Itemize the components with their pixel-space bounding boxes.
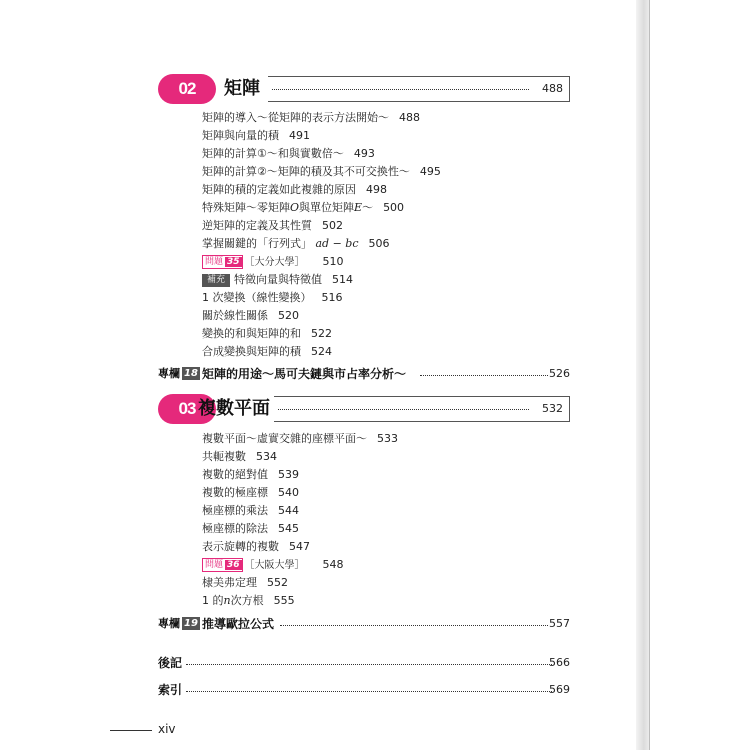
entry-page: 506 [368, 237, 390, 250]
toc-entry[interactable] [202, 309, 299, 323]
entry-title-part: 與單位矩陣 [299, 201, 355, 214]
toc-entry[interactable] [202, 594, 295, 608]
entry-title: 矩陣的積的定義如此複雜的原因 [202, 183, 356, 196]
entry-page: 548 [322, 558, 344, 571]
entry-page: 539 [278, 468, 299, 481]
back-matter-title: 後記 [158, 656, 183, 670]
column-entry[interactable] [158, 366, 570, 382]
variable-n: n [223, 594, 231, 607]
toc-entry[interactable] [202, 468, 299, 482]
entry-page: 522 [311, 327, 332, 340]
entry-page: 488 [399, 111, 420, 124]
toc-entry[interactable] [202, 129, 310, 143]
entry-page: 520 [278, 309, 299, 322]
entry-title: 極座標的除法 [202, 522, 268, 535]
toc-entry[interactable] [202, 201, 404, 215]
entry-title-part: 掌握關鍵的「行列式」 [202, 237, 312, 250]
entry-title: 矩陣的計算①～和與實數倍～ [202, 147, 344, 160]
entry-title: 特徵向量與特徵值 [234, 273, 323, 286]
entry-page: 540 [278, 486, 299, 499]
footer-page-number: xiv [158, 722, 176, 736]
entry-page: 510 [322, 255, 344, 268]
entry-page: 493 [353, 147, 375, 160]
chapter-page-number: 488 [542, 82, 563, 95]
determinant-expression: ad − bc [315, 237, 359, 250]
column-number: 19 [184, 618, 198, 629]
entry-page: 500 [383, 201, 405, 214]
back-matter-page: 569 [549, 683, 570, 696]
dot-leader [272, 89, 529, 90]
toc-entry[interactable] [202, 432, 398, 446]
entry-title: 逆矩陣的定義及其性質 [202, 219, 312, 232]
back-matter-page: 566 [549, 656, 570, 669]
entry-page: 514 [332, 273, 354, 286]
entry-title: 關於線性關係 [202, 309, 268, 322]
toc-entry[interactable] [202, 576, 288, 590]
toc-entry[interactable] [202, 111, 420, 125]
entry-title: 變換的和與矩陣的和 [202, 327, 301, 340]
column-label: 專欄 19 [158, 617, 198, 630]
entry-title: 合成變換與矩陣的積 [202, 345, 301, 358]
chapter-title: 複數平面 [198, 398, 270, 419]
toc-entry[interactable] [202, 522, 299, 536]
chapter-number-badge: 02 [158, 74, 216, 104]
supplement-tag: 補充 [202, 274, 230, 287]
entry-page: 498 [366, 183, 387, 196]
entry-title-part: 特殊矩陣～零矩陣 [202, 201, 290, 214]
dot-leader [278, 409, 529, 410]
toc-entry[interactable] [202, 183, 387, 197]
toc-entry-problem[interactable] [202, 558, 344, 573]
column-label: 專欄 18 [158, 367, 198, 380]
entry-title: 矩陣的導入～從矩陣的表示方法開始～ [202, 111, 389, 124]
entry-title: 複數的極座標 [202, 486, 268, 499]
chapter-page-number: 532 [542, 402, 563, 415]
entry-title-part: ～ [362, 201, 374, 214]
chapter-heading[interactable] [158, 74, 570, 104]
entry-page: 547 [289, 540, 310, 553]
column-page: 557 [549, 617, 570, 630]
entry-page: 544 [278, 504, 299, 517]
dot-leader [186, 691, 552, 692]
chapter-title: 矩陣 [224, 78, 260, 99]
toc-entry[interactable] [202, 219, 343, 233]
entry-page: 555 [273, 594, 295, 607]
toc-entry[interactable] [202, 237, 390, 251]
entry-title: 棣美弗定理 [202, 576, 257, 589]
toc-entry[interactable] [202, 450, 277, 464]
entry-page: 533 [377, 432, 398, 445]
book-gutter-line [649, 0, 650, 750]
book-spine-shadow [636, 0, 650, 750]
toc-entry[interactable] [202, 504, 299, 518]
entry-page: 502 [322, 219, 343, 232]
chapter-leader-box [274, 396, 570, 422]
toc-entry-problem[interactable] [202, 255, 344, 270]
toc-entry[interactable] [202, 291, 343, 305]
column-title: 矩陣的用途～馬可夫鏈與市占率分析～ [202, 367, 407, 381]
column-entry[interactable] [158, 616, 570, 632]
toc-entry[interactable] [202, 486, 299, 500]
entry-title-part: 次方根 [230, 594, 264, 607]
column-number: 18 [184, 368, 198, 379]
dot-leader [280, 625, 548, 626]
entry-title: 共軛複數 [202, 450, 246, 463]
entry-page: 552 [267, 576, 288, 589]
entry-title: 極座標的乘法 [202, 504, 268, 517]
back-matter-title: 索引 [158, 683, 183, 697]
university-label: ［大阪大學］ [244, 560, 305, 571]
toc-entry[interactable] [202, 165, 441, 179]
back-matter-entry[interactable] [158, 682, 570, 698]
dot-leader [420, 375, 548, 376]
zero-matrix-symbol: O [290, 201, 300, 214]
entry-title: 矩陣與向量的積 [202, 129, 279, 142]
entry-page: 524 [311, 345, 332, 358]
column-title: 推導歐拉公式 [202, 617, 275, 631]
chapter-leader-box [268, 76, 570, 102]
entry-title: 複數的絕對值 [202, 468, 268, 481]
university-label: ［大分大學］ [244, 257, 305, 268]
entry-page: 545 [278, 522, 299, 535]
chapter-number-badge: 03 [158, 394, 216, 424]
toc-entry[interactable] [202, 327, 332, 341]
identity-matrix-symbol: E [354, 201, 363, 214]
toc-entry[interactable] [202, 540, 310, 554]
toc-entry[interactable] [202, 345, 332, 359]
entry-page: 516 [321, 291, 343, 304]
column-page: 526 [549, 367, 570, 380]
dot-leader [186, 664, 552, 665]
problem-tag: 問題 35 [202, 255, 243, 269]
back-matter-entry[interactable] [158, 655, 570, 671]
entry-page: 495 [419, 165, 441, 178]
chapter-heading[interactable] [158, 394, 570, 424]
entry-title: 複數平面～虛實交雜的座標平面～ [202, 432, 367, 445]
entry-title: 矩陣的計算②～矩陣的積及其不可交換性～ [202, 165, 410, 178]
entry-title-part: 1 的 [202, 594, 224, 607]
entry-title: 1 次變換（線性變換） [202, 291, 312, 304]
problem-tag: 問題 36 [202, 558, 243, 572]
entry-title: 表示旋轉的複數 [202, 540, 279, 553]
entry-page: 534 [256, 450, 277, 463]
toc-entry[interactable] [202, 147, 375, 161]
entry-page: 491 [289, 129, 310, 142]
toc-entry-supplement[interactable] [202, 273, 353, 287]
footer-rule [110, 730, 152, 731]
